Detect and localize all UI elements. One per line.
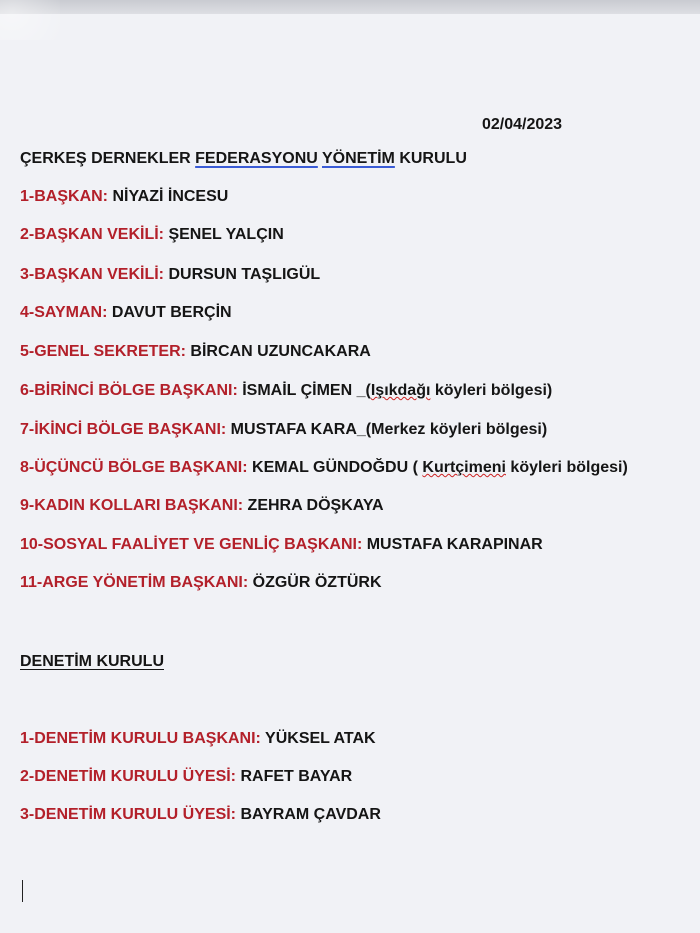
board-role: 2-BAŞKAN VEKİLİ: — [20, 226, 165, 243]
board-note-place: Işıkdağı — [370, 382, 431, 399]
audit-row — [20, 806, 381, 824]
title-part-2: FEDERASYONU — [195, 150, 318, 167]
board-name: KEMAL GÜNDOĞDU — [247, 459, 413, 476]
board-name: MUSTAFA KARA — [226, 421, 357, 438]
board-role: 8-ÜÇÜNCÜ BÖLGE BAŞKANI: — [20, 459, 248, 476]
board-role: 11-ARGE YÖNETİM BAŞKANI: — [20, 574, 249, 591]
title-part-5: KURULU — [394, 150, 467, 167]
board-note-tail: köyleri bölgesi) — [430, 382, 553, 399]
board-row — [20, 536, 543, 554]
board-role: 7-İKİNCİ BÖLGE BAŞKANI: — [20, 421, 227, 438]
audit-role: 3-DENETİM KURULU ÜYESİ: — [20, 806, 237, 823]
board-row — [20, 343, 371, 361]
board-role: 9-KADIN KOLLARI BAŞKANI: — [20, 497, 244, 514]
audit-name: YÜKSEL ATAK — [260, 730, 376, 747]
board-row — [20, 188, 228, 206]
board-note-tail: köyleri bölgesi) — [505, 459, 628, 476]
board-name: ŞENEL YALÇIN — [164, 226, 284, 243]
board-note: _(Merkez köyleri bölgesi) — [356, 421, 548, 438]
board-row — [20, 266, 320, 284]
board-row — [20, 497, 384, 515]
board-name: NİYAZİ İNCESU — [108, 188, 229, 205]
board-name: ÖZGÜR ÖZTÜRK — [248, 574, 382, 591]
board-row — [20, 574, 382, 592]
board-name: MUSTAFA KARAPINAR — [362, 536, 543, 553]
title-part-4: YÖNETİM — [321, 150, 395, 167]
audit-heading: DENETİM KURULU — [20, 653, 164, 670]
document-title — [20, 150, 467, 168]
board-note: ( — [412, 459, 423, 476]
audit-row — [20, 768, 352, 786]
audit-name: BAYRAM ÇAVDAR — [236, 806, 381, 823]
board-name: DAVUT BERÇİN — [107, 304, 232, 321]
board-row — [20, 459, 628, 477]
board-name: ZEHRA DÖŞKAYA — [243, 497, 384, 514]
board-name: İSMAİL ÇİMEN — [237, 382, 357, 399]
board-row — [20, 382, 552, 400]
text-cursor[interactable] — [22, 880, 23, 902]
audit-role: 2-DENETİM KURULU ÜYESİ: — [20, 768, 237, 785]
screen-glare — [0, 0, 60, 40]
board-role: 1-BAŞKAN: — [20, 188, 108, 205]
board-note: _( — [356, 382, 371, 399]
board-name: BİRCAN UZUNCAKARA — [185, 343, 371, 360]
board-role: 6-BİRİNCİ BÖLGE BAŞKANI: — [20, 382, 238, 399]
audit-role: 1-DENETİM KURULU BAŞKANI: — [20, 730, 261, 747]
board-role: 4-SAYMAN: — [20, 304, 108, 321]
document-date: 02/04/2023 — [482, 116, 563, 133]
audit-row — [20, 730, 376, 748]
board-role: 10-SOSYAL FAALİYET VE GENLİÇ BAŞKANI: — [20, 536, 363, 553]
board-row — [20, 226, 284, 244]
title-part-1: ÇERKEŞ DERNEKLER — [20, 150, 196, 167]
board-role: 5-GENEL SEKRETER: — [20, 343, 186, 360]
board-role: 3-BAŞKAN VEKİLİ: — [20, 266, 165, 283]
board-name: DURSUN TAŞLIGÜL — [164, 266, 321, 283]
board-row — [20, 421, 547, 439]
board-note-place: Kurtçimeni — [422, 459, 506, 476]
audit-name: RAFET BAYAR — [236, 768, 353, 785]
board-row — [20, 304, 232, 322]
